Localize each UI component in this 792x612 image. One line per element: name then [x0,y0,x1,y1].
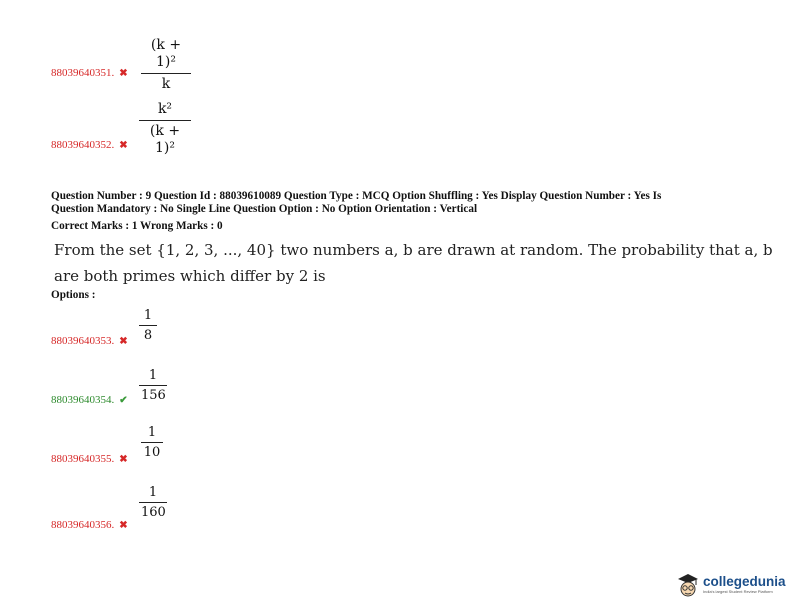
option-id-text: 88039640356. [51,519,115,531]
prev-option-2-id [51,139,128,152]
fraction-bar [141,73,191,74]
option-id-text: 88039640355. [51,453,115,465]
fraction-denominator: k [161,76,171,92]
fraction-numerator: 1 [148,368,158,383]
option-id-text: 88039640354. [51,394,115,406]
option-3-fraction [141,425,163,460]
fraction-bar [139,120,191,121]
option-id-text: 88039640352. [51,139,115,151]
option-4-id [51,519,128,532]
question-meta-line-1: Question Number : 9 Question Id : 88039610089 Question Type : MCQ Option Shuffling : Yes Display Question Number : Yes Is [51,190,662,202]
fraction-denominator: 156 [141,388,166,403]
option-id-text: 88039640353. [51,335,115,347]
option-1-fraction [139,308,157,343]
fraction-bar [141,442,163,443]
fraction-bar [139,325,157,326]
option-1-id [51,335,128,348]
cross-icon: ✖ [119,336,128,347]
fraction-numerator: 1 [148,485,158,500]
fraction-numerator: 1 [143,308,153,323]
options-label: Options : [51,289,96,301]
fraction-numerator: (k + 1)² [150,37,182,70]
check-icon: ✔ [119,395,128,406]
option-3-id [51,453,128,466]
collegedunia-logo [676,572,786,596]
prev-option-2-fraction [139,101,191,157]
fraction-numerator: 1 [147,425,157,440]
question-marks: Correct Marks : 1 Wrong Marks : 0 [51,220,223,232]
cross-icon: ✖ [119,140,128,151]
question-stem-line-2: are both primes which differ by 2 is [54,267,326,285]
fraction-denominator: 160 [141,505,166,520]
graduate-mascot-icon [676,572,700,596]
cross-icon: ✖ [119,520,128,531]
logo-name: collegedunia [703,573,786,589]
option-id-text: 88039640351. [51,67,115,79]
question-meta-line-2: Question Mandatory : No Single Line Question Option : No Option Orientation : Vertical [51,203,478,215]
option-2-fraction [139,368,167,403]
fraction-denominator: 8 [143,328,153,343]
fraction-bar [139,502,167,503]
cross-icon: ✖ [119,454,128,465]
fraction-denominator: (k + 1)² [149,123,181,156]
prev-option-1-fraction [141,37,191,93]
prev-option-1-id [51,67,128,80]
cross-icon: ✖ [119,68,128,79]
fraction-bar [139,385,167,386]
logo-tagline: India's largest Student Review Platform [703,588,773,594]
option-2-id [51,394,128,407]
fraction-numerator: k² [157,101,173,117]
question-stem-line-1: From the set {1, 2, 3, ..., 40} two numbers a, b are drawn at random. The probability that a, b [54,241,773,259]
option-4-fraction [139,485,167,520]
fraction-denominator: 10 [143,445,161,460]
